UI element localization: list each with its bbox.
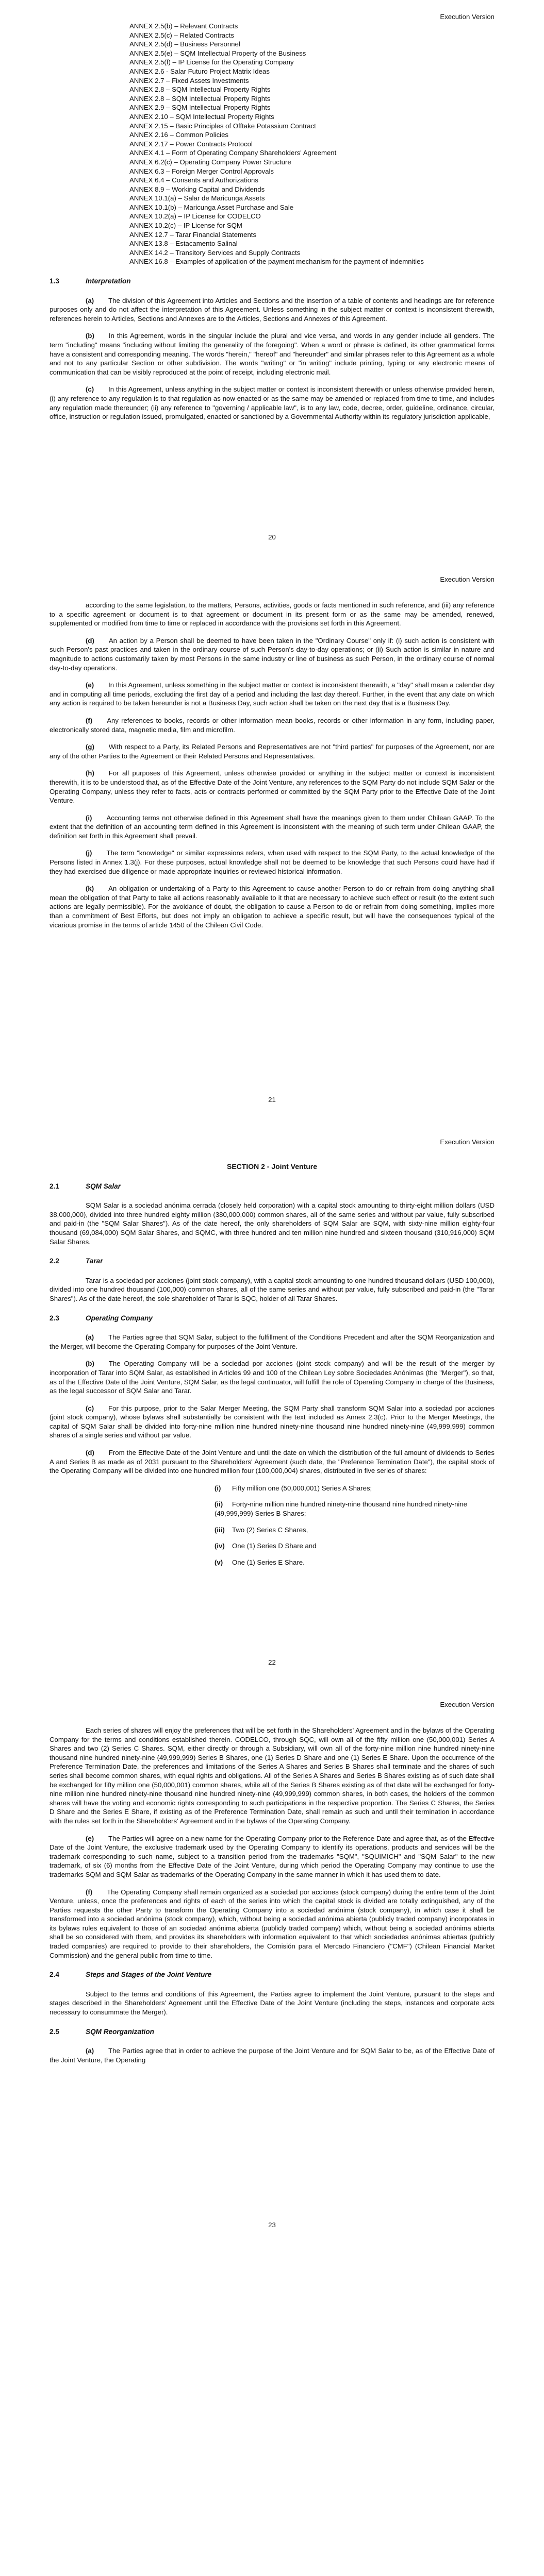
paragraph-label: (d) xyxy=(86,1449,94,1457)
paragraph-text: Any references to books, records or other information mean books, records or other information in any form, including paper, electronically stored data, magnetic media, film and microfilm. xyxy=(50,716,494,734)
annex-item: ANNEX 6.3 – Foreign Merger Control Approvals xyxy=(129,167,274,175)
paragraphs xyxy=(50,601,494,929)
page-20 xyxy=(0,0,544,563)
annex-item: ANNEX 2.7 – Fixed Assets Investments xyxy=(129,76,249,84)
paragraph-label: (a) xyxy=(86,2047,94,2055)
annex-item: ANNEX 2.5(c) – Related Contracts xyxy=(129,31,235,39)
annex-item: ANNEX 10.2(a) – IP License for CODELCO xyxy=(129,212,261,221)
paragraph xyxy=(50,742,494,760)
section-heading xyxy=(50,277,494,286)
list-item-text: Two (2) Series C Shares, xyxy=(232,1526,308,1534)
section-heading xyxy=(50,1182,494,1191)
section-number: 2.5 xyxy=(50,2027,59,2036)
paragraph xyxy=(50,601,494,628)
section-title: Steps and Stages of the Joint Venture xyxy=(86,1971,212,1979)
paragraph-text: Subject to the terms and conditions of this Agreement, the Parties agree to implement the Joint Venture, pursuant to the steps and stages described in the Shareholders' Agreement until the Effective Date of the Joint Venture (including the steps, instances and corporate acts necessary to consummate the Merger). xyxy=(50,1990,494,2016)
annex-item: ANNEX 6.2(c) – Operating Company Power Structure xyxy=(129,158,291,166)
paragraph-text: For all purposes of this Agreement, unless otherwise provided or anything in the subject matter or context is inconsistent therewith, it is to be understood that, as of the Effective Date of the Joint Venture, any references to the SQM Party do not include SQM Salar or the Operating Company, unless they refer to facts, acts or contracts performed or committed by the SQM Party prior to the Effective Date of the Joint Venture. xyxy=(50,769,494,805)
annex-item: ANNEX 2.5(d) – Business Personnel xyxy=(129,40,240,48)
annex-item: ANNEX 10.2(c) – IP License for SQM xyxy=(129,222,242,230)
paragraph-label: (i) xyxy=(86,814,92,822)
section-heading xyxy=(50,1970,494,1979)
annex-item: ANNEX 10.1(a) – Salar de Maricunga Assets xyxy=(129,194,265,202)
paragraph xyxy=(50,1888,494,1960)
annex-item: ANNEX 4.1 – Form of Operating Company Shareholders' Agreement xyxy=(129,149,337,157)
paragraph xyxy=(50,769,494,805)
execution-version-label: Execution Version xyxy=(440,575,494,583)
section-number: 2.2 xyxy=(50,1257,59,1265)
paragraphs xyxy=(50,1990,494,2017)
section-number: 2.4 xyxy=(50,1971,59,1979)
paragraphs xyxy=(50,1333,494,1476)
paragraph xyxy=(50,1834,494,1879)
annex-item: ANNEX 2.5(b) – Relevant Contracts xyxy=(129,22,238,30)
paragraph xyxy=(50,884,494,929)
paragraph-label: (h) xyxy=(86,769,94,777)
paragraph-text: according to the same legislation, to the matters, Persons, activities, goods or facts mentioned in such reference, and (iii) any reference to a specific agreement or document is to that agreement or document in its present form or as the same may be amended, renewed, supplemented or modified from time to time or replaced in accordance with the provisions set forth in this Agreement. xyxy=(50,601,494,628)
section-number: 2.3 xyxy=(50,1314,59,1322)
annex-item: ANNEX 2.10 – SQM Intellectual Property Rights xyxy=(129,112,274,121)
section-title: Operating Company xyxy=(86,1314,153,1322)
execution-version-label: Execution Version xyxy=(440,1701,494,1708)
paragraph xyxy=(50,1726,494,1826)
paragraphs xyxy=(50,1201,494,1246)
paragraph-text: SQM Salar is a sociedad anónima cerrada (closely held corporation) with a capital stock amounting to thirty-eight million dollars (USD 38,000,000), divided into three hundred eighty million (380,000,000) common shares, all of the same series and without par value, fully subscribed and paid-in (the "SQM Salar Shares"). As of the date hereof, the only shareholders of SQM Salar are SQM, with sixty-nine million eighty-four thousand (69,084,000) SQM Salar Shares, and SQMC, with three hundred and ten million nine hundred and sixteen thousand (310,916,000) SQM Salar Shares. xyxy=(50,1201,494,1246)
list-item-label: (iv) xyxy=(215,1542,225,1550)
annex-item: ANNEX 8.9 – Working Capital and Dividends xyxy=(129,185,265,193)
paragraph-text: Accounting terms not otherwise defined in this Agreement shall have the meanings given to them under Chilean GAAP. To the extent that the definition of an accounting term defined in this Agreement is inconsistent with the meaning of such term under Chilean GAAP, the definition set forth in this Agreement shall prevail. xyxy=(50,814,494,840)
paragraph-label: (b) xyxy=(86,1360,94,1368)
paragraphs xyxy=(50,1276,494,1303)
paragraph-label: (f) xyxy=(86,1888,93,1896)
paragraph-text: Each series of shares will enjoy the preferences that will be set forth in the Shareholders' Agreement and in the bylaws of the Operating Company for the terms and conditions established therein. CODELCO, through SQC, will own all of the fifty million one (50,000,001) Series A Shares and two (2) Series C Shares. SQM, either directly or through a Subsidiary, will own all of the forty-nine million nine hundred ninety-nine thousand nine hundred ninety-nine (49,999,999) Series B Shares, one (1) Series D Share and one (1) Series E Share. Upon the occurrence of the Preference Termination Date, the preferences and limitations of the Series A Shares and Series B Shares shall terminate and the shares of such series shall become common shares, with equal rights and obligations. All of the Series A Shares and Series B Shares existing as of such date shall be exchanged for fifty million one (50,000,001) common shares, while all of the Series B Shares existing as of that date will be exchanged for forty-nine million nine hundred ninety-nine thousand nine hundred ninety-nine (49,999,999) common shares, in both cases, the holders of the common shares will have the voting and economic rights corresponding to such participations in the respective proportion. The Series C Shares, the Series D Share and the Series E Share, if existing as of the Preference Termination Date, shall remain as such and until their termination in accordance with the rules set forth in the Shareholders' Agreement and in the bylaws of the Operating Company. xyxy=(50,1726,494,1825)
annex-item: ANNEX 2.8 – SQM Intellectual Property Rights xyxy=(129,94,271,103)
section-heading xyxy=(50,1314,494,1323)
annex-item: ANNEX 2.15 – Basic Principles of Offtake Potassium Contract xyxy=(129,122,316,130)
annex-item: ANNEX 10.1(b) – Maricunga Asset Purchase and Sale xyxy=(129,203,294,211)
page-number: 20 xyxy=(268,533,276,541)
section-heading xyxy=(50,2027,494,2037)
paragraph xyxy=(50,814,494,841)
paragraph xyxy=(50,849,494,876)
annex-item: ANNEX 13.8 – Estacamento Salinal xyxy=(129,240,238,248)
annex-item: ANNEX 2.17 – Power Contracts Protocol xyxy=(129,140,253,148)
paragraph xyxy=(50,1276,494,1303)
annex-item: ANNEX 6.4 – Consents and Authorizations xyxy=(129,176,258,184)
paragraph xyxy=(50,1201,494,1246)
list-item xyxy=(215,1558,494,1567)
paragraph-text: In this Agreement, unless anything in the subject matter or context is inconsistent therewith or unless otherwise provided herein, (i) any reference to any regulation is to that regulation as now enacted or as the same may be amended or replaced from time to time, and includes any regulation made thereunder; (ii) any reference to "governing / applicable law", is to any law, code, decree, order, guideline, ordinance, circular, office, instruction or regulation issued, promulgated, enacted or sanctioned by a Governmental Authority within its regulatory jurisdiction applicable, xyxy=(50,385,494,421)
section-title: Interpretation xyxy=(86,277,131,285)
paragraph-label: (b) xyxy=(86,332,94,340)
paragraph-text: In this Agreement, unless something in the subject matter or context is inconsistent therewith, a "day" shall mean a calendar day and in computing all time periods, excluding the first day of a period and including the last day thereof. Further, in the event that any date on which any action is required to be taken hereunder is not a Business Day, such action shall be taken on the next day that is a Business Day. xyxy=(50,681,494,707)
paragraph-label: (c) xyxy=(86,1404,94,1412)
paragraph-label: (g) xyxy=(86,743,94,751)
paragraph-text: From the Effective Date of the Joint Venture and until the date on which the distribution of the full amount of dividends to Series A and Series B as made as of 2031 pursuant to the Shareholders' Agreement (such date, the "Preference Termination Date"), the capital stock of the Operating Company will be divided into one hundred million four (100,000,004) shares, distributed in five series of shares: xyxy=(50,1449,494,1475)
list-item xyxy=(215,1541,494,1551)
annex-item: ANNEX 16.8 – Examples of application of the payment mechanism for the payment of indemnities xyxy=(129,258,424,266)
page-number: 21 xyxy=(268,1096,276,1104)
section-title: Tarar xyxy=(86,1257,103,1265)
paragraph xyxy=(50,2046,494,2064)
annex-item: ANNEX 2.5(f) – IP License for the Operating Company xyxy=(129,58,294,66)
paragraph xyxy=(50,681,494,708)
list-item-label: (ii) xyxy=(215,1500,223,1509)
paragraph xyxy=(50,1333,494,1351)
paragraph xyxy=(50,1359,494,1395)
paragraph-label: (f) xyxy=(86,716,93,724)
section-number: 1.3 xyxy=(50,277,59,285)
list-item-label: (iii) xyxy=(215,1526,225,1534)
annex-list xyxy=(129,22,494,266)
paragraph-text: The Parties will agree on a new name for the Operating Company prior to the Reference Date and agree that, as of the Effective Date of the Joint Venture, the exclusive trademark used by the Operating Company to identify its operations, products and services will be the trademark corresponding to such name, subject to a transition period from the trademarks "SQM", "SQUIMICH" and "SQM Salar" to the new trademark, of six (6) months from the Effective Date of the Joint Venture, during which period the Operating Company may continue to use the trademarks SQM and SQM Salar as trademarks of the Operating Company in the same manner in which it has used them to date. xyxy=(50,1834,494,1878)
annex-item: ANNEX 12.7 – Tarar Financial Statements xyxy=(129,230,257,239)
list-item-label: (i) xyxy=(215,1484,221,1492)
section-heading xyxy=(50,1257,494,1266)
paragraph-label: (e) xyxy=(86,681,94,689)
annex-item: ANNEX 14.2 – Transitory Services and Supply Contracts xyxy=(129,248,301,257)
paragraphs xyxy=(50,1726,494,1960)
page-22 xyxy=(0,1125,544,1688)
paragraph-label: (d) xyxy=(86,636,94,645)
paragraph xyxy=(50,331,494,377)
page-number: 22 xyxy=(268,1658,276,1667)
page-number: 23 xyxy=(268,2221,276,2229)
list-item xyxy=(215,1484,494,1493)
share-series-list xyxy=(215,1484,494,1567)
paragraph xyxy=(50,636,494,672)
paragraph-label: (a) xyxy=(86,296,94,304)
annex-item: ANNEX 2.8 – SQM Intellectual Property Rights xyxy=(129,86,271,94)
list-item xyxy=(215,1500,494,1518)
paragraph xyxy=(50,1448,494,1476)
paragraph xyxy=(50,1990,494,2017)
list-item-text: Fifty million one (50,000,001) Series A Shares; xyxy=(232,1484,372,1492)
paragraph-label: (k) xyxy=(86,885,94,893)
paragraph-text: The Operating Company shall remain organized as a sociedad por acciones (stock company) during the entire term of the Joint Venture, unless, once the preferences and rights of each of the series into which the capital stock is divided are totally extinguished, any of the Parties requests the other Party to transform the Operating Company into a sociedad anónima (stock company), in which case it shall be transformed into a sociedad anónima (stock company), which, without being a sociedad anónima abierta (publicly traded company) incorporates in its bylaws rules equivalent to those of an sociedad anónima abierta (publicly traded company) which, without being a sociedad anónima abierta shall be so considered with them, and provides its shareholders with information equivalent to that which sociedades anónimas abiertas (publicly traded companies) are required to provide to their shareholders, the Comisión para el Mercado Financiero ("CMF") (Chilean Financial Market Commission) and the general public from time to time. xyxy=(50,1888,494,1959)
execution-version-label: Execution Version xyxy=(440,13,494,21)
annex-item: ANNEX 2.5(e) – SQM Intellectual Property of the Business xyxy=(129,49,306,57)
section-blocks xyxy=(50,1182,494,1476)
paragraph-text: An action by a Person shall be deemed to have been taken in the "Ordinary Course" only if: (i) such action is consistent with such Person's past practices and taken in the ordinary course of such Person's day-to-day operations; or (ii) Such action is similar in nature and magnitude to actions customarily taken by most Persons in the same industry or line of business as such Person, in the ordinary course of normal day-to-day operations. xyxy=(50,636,494,672)
list-item xyxy=(215,1526,494,1535)
paragraphs xyxy=(50,296,494,421)
list-item-text: One (1) Series E Share. xyxy=(232,1558,305,1566)
paragraph-text: An obligation or undertaking of a Party to this Agreement to cause another Person to do or refrain from doing anything shall mean the obligation of that Party to take all actions reasonably available to it that are necessary to achieve such effect or result (to the extent such actions are legally permissible). For the avoidance of doubt, the obligation to cause a Person to do or refrain from doing something, implies more than a commitment of Best Efforts, but does not imply an obligation to achieve a specific result, but will have the consequences typical of the vicarious promise in the terms of article 1450 of the Chilean Civil Code. xyxy=(50,885,494,929)
section-title: SQM Reorganization xyxy=(86,2027,154,2036)
execution-version-label: Execution Version xyxy=(440,1138,494,1146)
paragraph-text: The Operating Company will be a sociedad por acciones (joint stock company) and will be the result of the merger by incorporation of Tarar into SQM Salar, as established in Articles 99 and 100 of the Chilean Ley sobre Sociedades Anónimas (the "Merger"), so that, as of the Effective Date of the Joint Venture, SQM Salar, as the legal continuator, will fulfill the role of Operating Company in charge of the Business, as the legal successor of SQM Salar and Tarar. xyxy=(50,1360,494,1395)
paragraph-label: (a) xyxy=(86,1333,94,1342)
paragraph xyxy=(50,296,494,324)
list-item-label: (v) xyxy=(215,1558,223,1566)
paragraph-text: With respect to a Party, its Related Persons and Representatives are not "third parties" for purposes of the Agreement, nor are any of the other Parties to the Agreement or their Related Persons and Representatives. xyxy=(50,743,494,760)
section-blocks xyxy=(50,1970,494,2064)
paragraph-label: (e) xyxy=(86,1834,94,1842)
list-item-text: One (1) Series D Share and xyxy=(232,1542,317,1550)
paragraph-label: (c) xyxy=(86,385,94,394)
annex-item: ANNEX 2.9 – SQM Intellectual Property Rights xyxy=(129,104,271,112)
paragraph-text: Tarar is a sociedad por acciones (joint stock company), with a capital stock amounting to one hundred thousand dollars (USD 100,000), divided into one hundred thousand (100,000) common shares, all of the same series and without par value, fully subscribed and paid-in (the "Tarar Shares"). As of the date hereof, the sole shareholder of Tarar is SQC, holder of all Tarar Shares. xyxy=(50,1276,494,1302)
paragraph-text: For this purpose, prior to the Salar Merger Meeting, the SQM Party shall transform SQM Salar into a sociedad por acciones (joint stock company), whose bylaws shall substantially be consistent with the text included as Annex 2.3(c). Prior to the Merger Meetings, the capital of SQM Salar shall be divided into forty-nine million nine hundred ninety-nine thousand nine hundred ninety-nine (49,999,999) common shares of a single series and without par value. xyxy=(50,1404,494,1439)
paragraph-text: The Parties agree that in order to achieve the purpose of the Joint Venture and for SQM Salar to be, as of the Effective Date of the Joint Venture, the Operating xyxy=(50,2047,494,2064)
section-number: 2.1 xyxy=(50,1182,59,1190)
chapter-title: SECTION 2 - Joint Venture xyxy=(226,1162,318,1171)
paragraph-text: The division of this Agreement into Articles and Sections and the insertion of a table of contents and headings are for reference purposes only and do not affect the interpretation of this Agreement. Unless something in the subject matter or context is inconsistent therewith, references herein to Articles, Sections and Annexes are to the Articles, Sections and Annexes of this Agreement. xyxy=(50,296,494,323)
paragraph xyxy=(50,385,494,421)
paragraph-text: The Parties agree that SQM Salar, subject to the fulfillment of the Conditions Precedent and after the SQM Reorganization and the Merger, will become the Operating Company for purposes of the Joint Venture. xyxy=(50,1333,494,1350)
paragraphs xyxy=(50,2046,494,2064)
paragraph-text: In this Agreement, words in the singular include the plural and vice versa, and words in any gender include all genders. The term "including" means "including without limiting the generality of the foregoing". When a word or phrase is defined, its other grammatical forms have a consistent and corresponding meaning. The words "herein," "hereof" and "hereunder" and similar phrases refer to this Agreement as a whole and not to any particular Section or other subdivision. The words "writing" or "in writing" include printing, typing or any electronic means of communication that can be visibly reproduced at the point of receipt, including electronic mail. xyxy=(50,332,494,376)
paragraph-label: (j) xyxy=(86,849,92,857)
section-title: SQM Salar xyxy=(86,1182,121,1190)
annex-item: ANNEX 2.16 – Common Policies xyxy=(129,131,229,139)
paragraph xyxy=(50,1404,494,1440)
page-21 xyxy=(0,563,544,1125)
paragraph-text: The term "knowledge" or similar expressions refers, when used with respect to the SQM Party, to the actual knowledge of the Persons listed in Annex 1.3(j). For these purposes, actual knowledge shall not be deemed to be knowledge that such Persons could have had if they had exercised due diligence or made appropriate inquiries or reviewed historical information. xyxy=(50,849,494,875)
paragraph xyxy=(50,716,494,734)
list-item-text: Forty-nine million nine hundred ninety-nine thousand nine hundred ninety-nine (49,999,999) Series B Shares; xyxy=(215,1500,467,1518)
annex-item: ANNEX 2.6 - Salar Futuro Project Matrix Ideas xyxy=(129,67,270,75)
page-23 xyxy=(0,1688,544,2250)
